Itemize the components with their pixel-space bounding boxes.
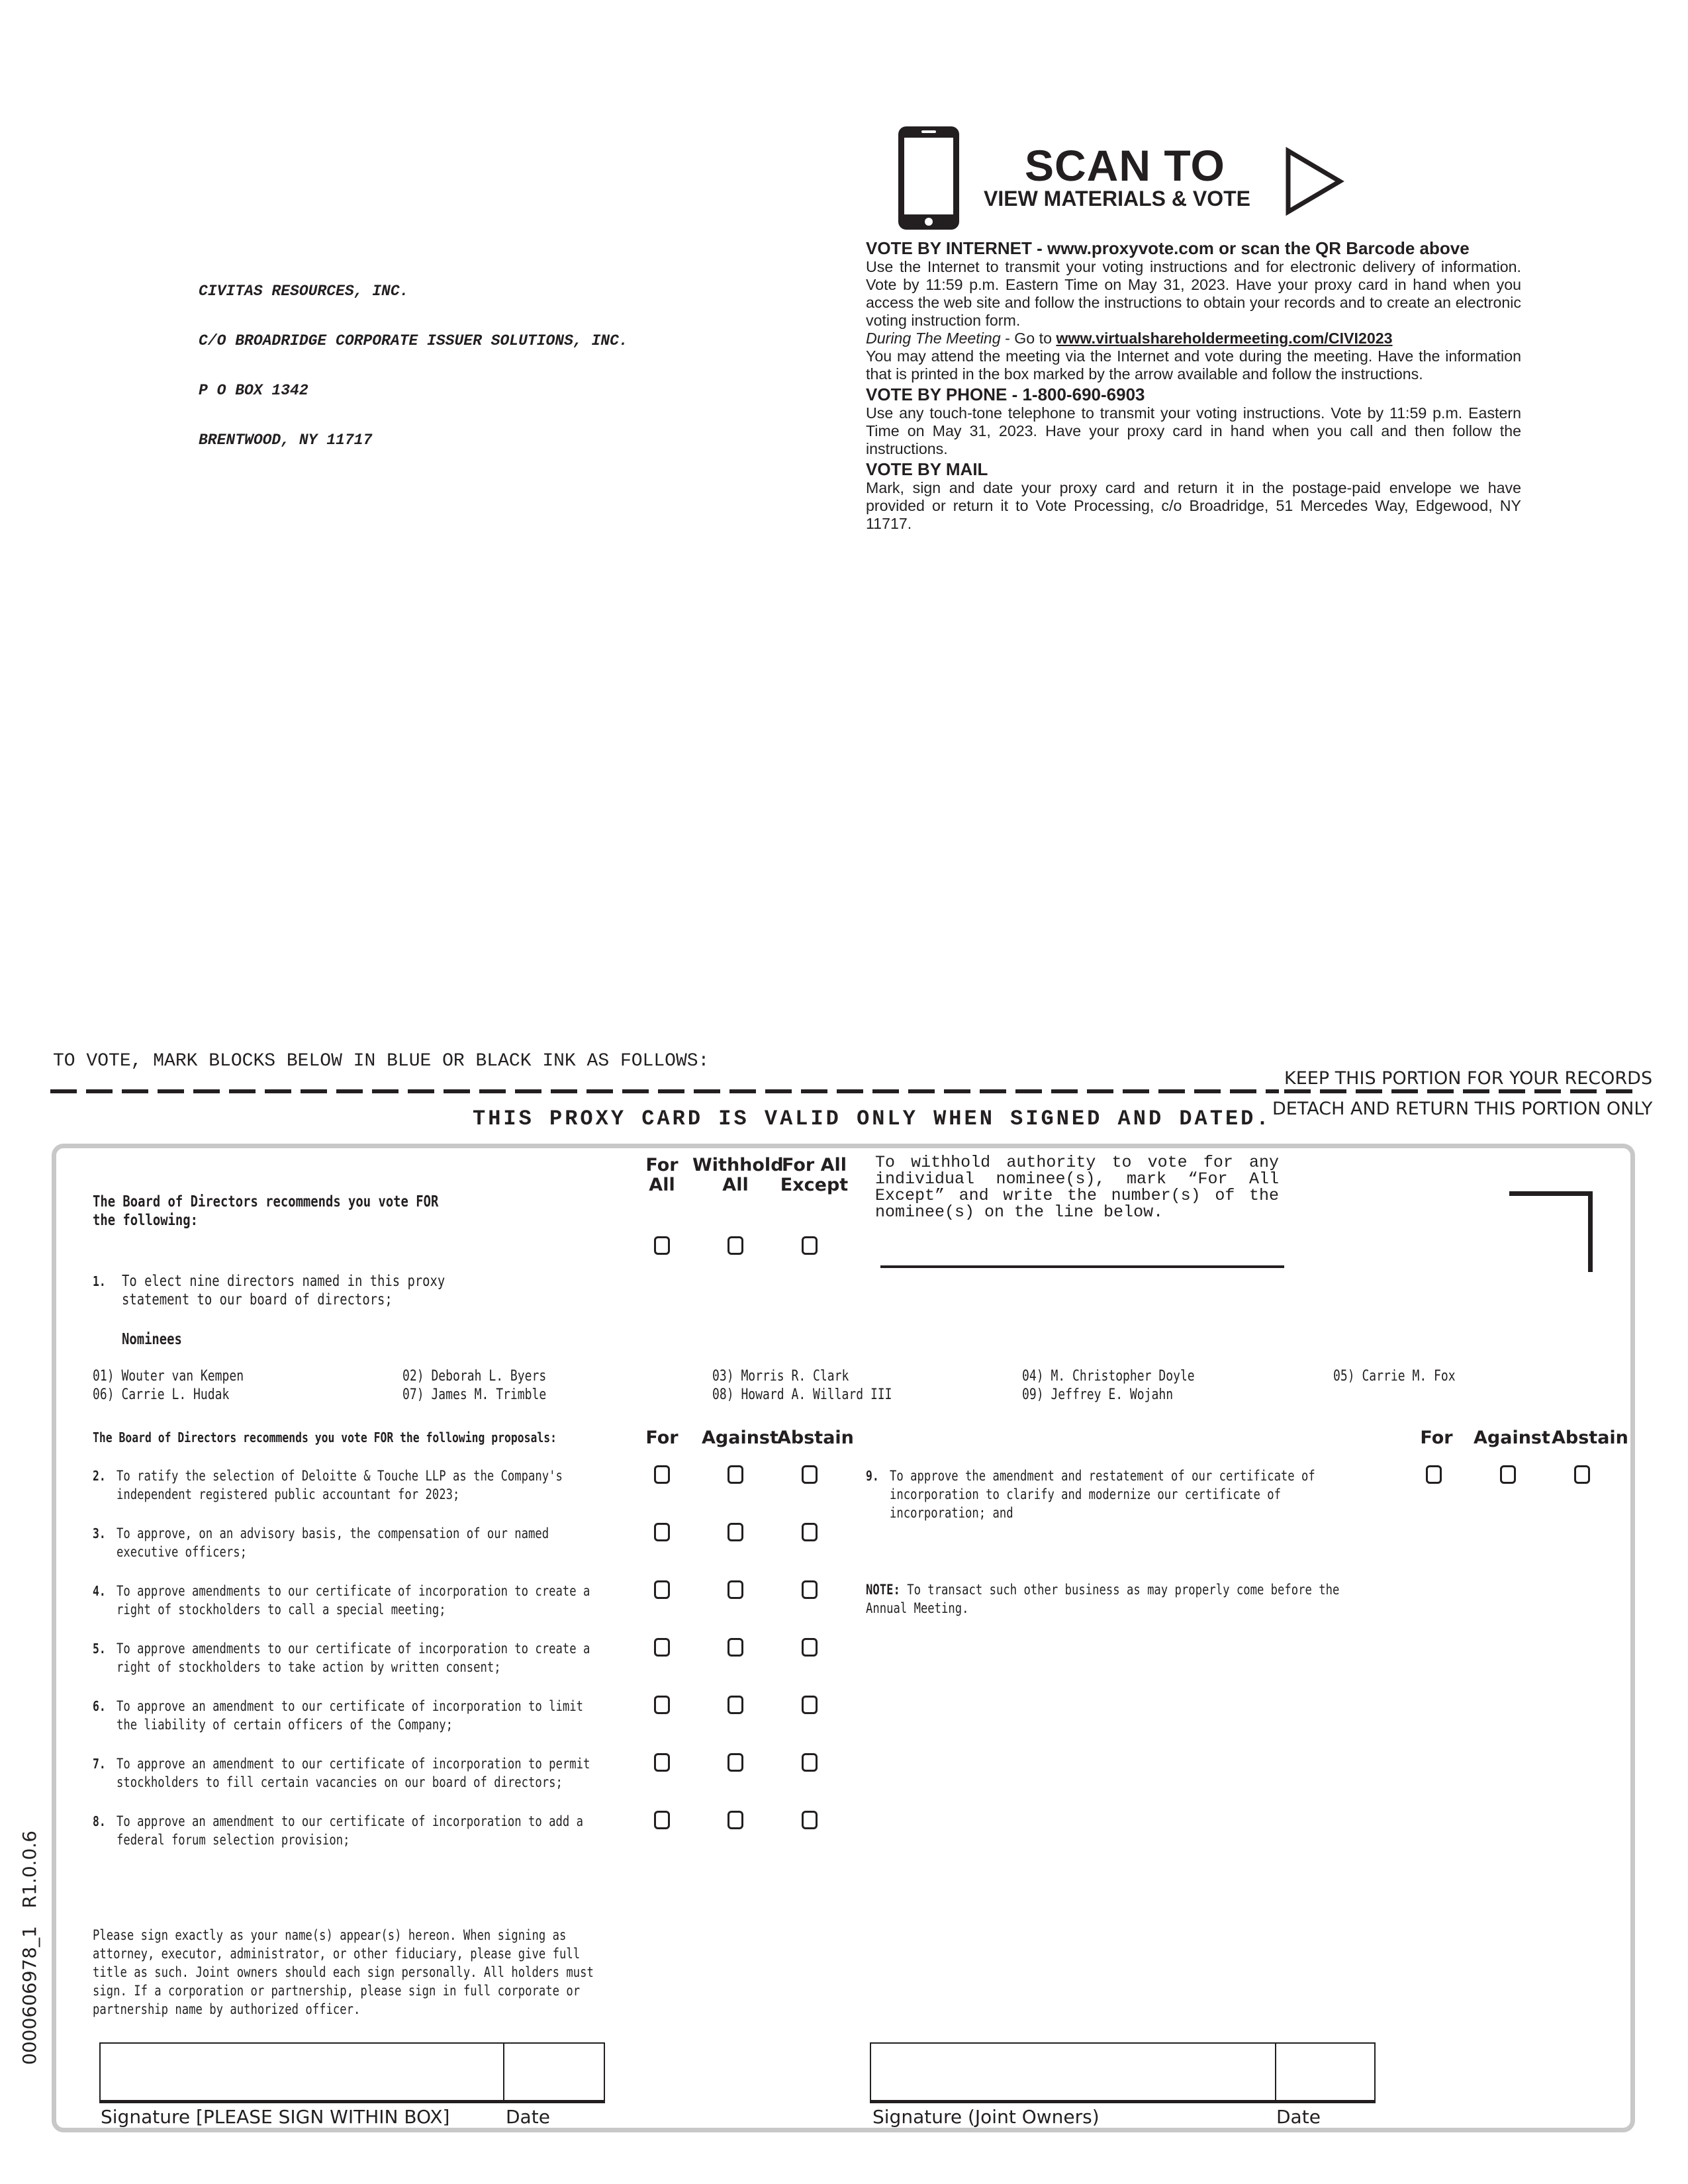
col-abstain: Abstain	[1552, 1428, 1628, 1448]
note-text: Annual Meeting.	[866, 1600, 969, 1616]
proposal-text: To approve an amendment to our certificate of incorporation to permit	[117, 1756, 590, 1772]
proposal-for-checkbox[interactable]	[654, 1811, 670, 1829]
proposal-abstain-checkbox[interactable]	[802, 1753, 818, 1772]
proposal-against-checkbox[interactable]	[727, 1523, 743, 1541]
election-item-text: statement to our board of directors;	[122, 1291, 393, 1308]
proposal-against-checkbox[interactable]	[727, 1753, 743, 1772]
col-label: Withhold	[692, 1155, 784, 1175]
except-write-in-line[interactable]	[880, 1265, 1284, 1268]
nominee: 01) Wouter van Kempen	[93, 1368, 244, 1385]
smartphone-icon	[896, 124, 961, 232]
withhold-all-checkbox[interactable]	[727, 1236, 743, 1255]
proposal-for-checkbox[interactable]	[654, 1638, 670, 1657]
sign-instruction-line: sign. If a corporation or partnership, please sign in full corporate or	[93, 1983, 581, 1999]
proposal-number: 4.	[93, 1583, 106, 1599]
proposal-against-checkbox[interactable]	[727, 1465, 743, 1484]
proposal-number: 5.	[93, 1641, 106, 1657]
proposal-for-checkbox[interactable]	[654, 1696, 670, 1714]
recommend-line: The Board of Directors recommends you vote FOR	[93, 1193, 439, 1210]
election-item-text: To elect nine directors named in this proxy	[122, 1273, 445, 1290]
mailing-address	[199, 250, 628, 465]
proposal-number: 8.	[93, 1813, 106, 1829]
col-for-all	[635, 1156, 688, 1195]
sign-instruction-line: title as such. Joint owners should each sign personally. All holders must	[93, 1964, 594, 1980]
document-code: 0000606978_1 R1.0.0.6	[19, 1830, 40, 2065]
vote-phone-heading: VOTE BY PHONE - 1-800-690-6903	[866, 385, 1145, 404]
meeting-url-link[interactable]: www.virtualshareholdermeeting.com/CIVI2023	[1056, 330, 1393, 347]
proposal-abstain-checkbox[interactable]	[802, 1523, 818, 1541]
meeting-goto: - Go to	[1000, 330, 1056, 347]
nominee: 04) M. Christopher Doyle	[1022, 1368, 1195, 1385]
corner-registration-mark	[1509, 1191, 1593, 1272]
proposals-recommendation: The Board of Directors recommends you vote FOR the following proposals:	[93, 1430, 557, 1445]
proposal-abstain-checkbox[interactable]	[802, 1580, 818, 1599]
proposal-text: To approve amendments to our certificate of incorporation to create a	[117, 1641, 590, 1657]
note-text: To transact such other business as may properly come before the	[900, 1582, 1340, 1598]
vote-internet-body: Use the Internet to transmit your voting instructions and for electronic delivery of information. Vote by 11:59 p.m. Eastern Time on May 31, 2023. Have your proxy card in hand when you access the web site and follow the instructions to obtain your records and to create an electronic voting instruction form.	[866, 258, 1521, 329]
nominee: 08) Howard A. Willard III	[712, 1387, 892, 1403]
address-line: BRENTWOOD, NY 11717	[199, 432, 373, 449]
proposal-against-checkbox[interactable]	[1500, 1465, 1516, 1484]
proposal-for-checkbox[interactable]	[654, 1465, 670, 1484]
proposal-text: right of stockholders to call a special meeting;	[117, 1602, 446, 1617]
nominee: 02) Deborah L. Byers	[402, 1368, 547, 1385]
proposal-text: incorporation; and	[890, 1505, 1013, 1521]
col-abstain: Abstain	[777, 1428, 854, 1448]
proposal-number: 3.	[93, 1525, 106, 1541]
col-against: Against	[702, 1428, 778, 1448]
note	[866, 1580, 1339, 1599]
nominee: 05) Carrie M. Fox	[1333, 1368, 1456, 1385]
col-for: For	[645, 1428, 679, 1448]
nominee: 06) Carrie L. Hudak	[93, 1387, 230, 1403]
proposal-text: To approve an amendment to our certificate of incorporation to limit	[117, 1698, 583, 1714]
proposal-text: right of stockholders to take action by written consent;	[117, 1659, 501, 1675]
nominee: 03) Morris R. Clark	[712, 1368, 849, 1385]
detach-return-label: DETACH AND RETURN THIS PORTION ONLY	[1272, 1099, 1653, 1119]
keep-portion-label: KEEP THIS PORTION FOR YOUR RECORDS	[1284, 1068, 1653, 1089]
address-line: P O BOX 1342	[199, 382, 308, 399]
sign-instructions	[93, 1926, 704, 2019]
detach-dashed-line	[50, 1089, 1279, 1093]
proposal-text: To approve amendments to our certificate of incorporation to create a	[117, 1583, 590, 1599]
proposal-abstain-checkbox[interactable]	[802, 1638, 818, 1657]
signature-label: Signature [PLEASE SIGN WITHIN BOX]	[101, 2106, 450, 2128]
proposal-text: federal forum selection provision;	[117, 1832, 350, 1848]
note-label: NOTE:	[866, 1582, 900, 1598]
proposal-text: independent registered public accountant for 2023;	[117, 1486, 460, 1502]
proposal-against-checkbox[interactable]	[727, 1811, 743, 1829]
proposal-text: stockholders to fill certain vacancies on our board of directors;	[117, 1774, 563, 1790]
proposal-text: the liability of certain officers of the Company;	[117, 1717, 453, 1733]
joint-date-box[interactable]	[1275, 2042, 1376, 2103]
vote-internet-heading: VOTE BY INTERNET - www.proxyvote.com or scan the QR Barcode above	[866, 238, 1470, 258]
sign-instruction-line: attorney, executor, administrator, or other fiduciary, please give full	[93, 1946, 581, 1962]
for-all-except-checkbox[interactable]	[802, 1236, 818, 1255]
col-for: For	[1420, 1428, 1453, 1448]
proposal-text: To ratify the selection of Deloitte & Touche LLP as the Company's	[117, 1468, 563, 1484]
joint-signature-box[interactable]	[870, 2042, 1276, 2103]
proposal-text: executive officers;	[117, 1544, 247, 1560]
sign-instruction-line: partnership name by authorized officer.	[93, 2001, 361, 2017]
proposal-number: 7.	[93, 1756, 106, 1772]
for-all-checkbox[interactable]	[654, 1236, 670, 1255]
col-withhold-all	[692, 1155, 784, 1195]
scan-title: SCAN TO	[1025, 141, 1225, 190]
proposal-number: 2.	[93, 1468, 106, 1484]
proposal-text: To approve the amendment and restatement of our certificate of	[890, 1468, 1315, 1484]
voting-instructions	[866, 238, 1521, 533]
proposal-against-checkbox[interactable]	[727, 1638, 743, 1657]
meeting-label: During The Meeting	[866, 330, 1001, 347]
recommend-line: the following:	[93, 1212, 198, 1229]
proposal-text: To approve an amendment to our certificate of incorporation to add a	[117, 1813, 583, 1829]
col-label: For	[645, 1155, 679, 1175]
meeting-body: You may attend the meeting via the Internet and vote during the meeting. Have the information that is printed in the box marked by the arrow available and follow the instructions.	[866, 347, 1521, 383]
proposal-for-checkbox[interactable]	[654, 1523, 670, 1541]
col-for-all-except	[780, 1156, 849, 1195]
date-label: Date	[506, 2106, 550, 2128]
board-recommendation	[93, 1193, 514, 1230]
proposal-abstain-checkbox[interactable]	[802, 1811, 818, 1829]
detach-dashed-line	[1284, 1089, 1639, 1093]
proposal-text: To approve, on an advisory basis, the compensation of our named	[117, 1525, 549, 1541]
address-line: CIVITAS RESOURCES, INC.	[199, 283, 409, 300]
col-label: All	[649, 1175, 675, 1195]
vote-phone-body: Use any touch-tone telephone to transmit your voting instructions. Vote by 11:59 p.m. Eastern Time on May 31, 2023. Have your proxy card in hand when you call and then follow the instructions.	[866, 404, 1521, 457]
col-against: Against	[1474, 1428, 1550, 1448]
col-label: For All	[781, 1155, 847, 1175]
address-line: C/O BROADRIDGE CORPORATE ISSUER SOLUTIONS, INC.	[199, 332, 628, 349]
proposal-abstain-checkbox[interactable]	[802, 1465, 818, 1484]
nominee: 09) Jeffrey E. Wojahn	[1022, 1387, 1174, 1403]
signature-box[interactable]	[99, 2042, 504, 2103]
nominees-label: Nominees	[122, 1331, 182, 1348]
item-number: 1.	[93, 1273, 106, 1289]
vote-mail-heading: VOTE BY MAIL	[866, 459, 988, 479]
proposal-number: 9.	[866, 1468, 879, 1484]
joint-date-label: Date	[1276, 2106, 1321, 2128]
proposal-text: incorporation to clarify and modernize our certificate of	[890, 1486, 1281, 1502]
proposal-for-checkbox[interactable]	[1426, 1465, 1442, 1484]
proposal-abstain-checkbox[interactable]	[1574, 1465, 1590, 1484]
proposal-number: 6.	[93, 1698, 106, 1714]
proposal-for-checkbox[interactable]	[654, 1580, 670, 1599]
proposal-for-checkbox[interactable]	[654, 1753, 670, 1772]
col-label: Except	[780, 1175, 849, 1195]
proposal-against-checkbox[interactable]	[727, 1696, 743, 1714]
col-label: All	[722, 1175, 749, 1195]
sign-instruction-line: Please sign exactly as your name(s) appear(s) hereon. When signing as	[93, 1927, 567, 1943]
play-arrow-icon	[1284, 147, 1345, 216]
vote-mail-body: Mark, sign and date your proxy card and return it in the postage-paid envelope we have provided or return it to Vote Processing, c/o Broadridge, 51 Mercedes Way, Edgewood, NY 11717.	[866, 479, 1521, 532]
meeting-line	[866, 330, 1521, 347]
date-box[interactable]	[503, 2042, 605, 2103]
scan-subtitle: VIEW MATERIALS & VOTE	[984, 187, 1250, 210]
withhold-note: To withhold authority to vote for any individual nominee(s), mark “For All Except” and write the number(s) of the nominee(s) on the line below.	[875, 1153, 1279, 1222]
proposal-against-checkbox[interactable]	[727, 1580, 743, 1599]
valid-notice: THIS PROXY CARD IS VALID ONLY WHEN SIGNED AND DATED.	[473, 1107, 1272, 1131]
nominee: 07) James M. Trimble	[402, 1387, 547, 1403]
mark-instructions: TO VOTE, MARK BLOCKS BELOW IN BLUE OR BLACK INK AS FOLLOWS:	[53, 1051, 710, 1071]
joint-signature-label: Signature (Joint Owners)	[872, 2106, 1100, 2128]
proposal-abstain-checkbox[interactable]	[802, 1696, 818, 1714]
